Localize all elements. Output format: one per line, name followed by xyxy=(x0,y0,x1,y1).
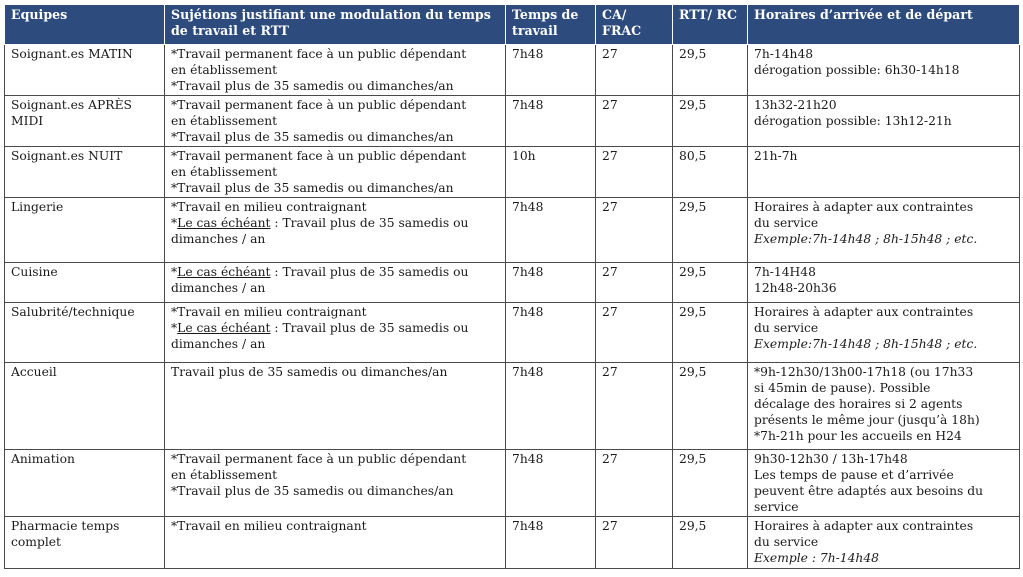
cell-horaires: Horaires à adapter aux contraintes du service Exemple:7h-14h48 ; 8h-15h48 ; etc. xyxy=(748,198,1020,263)
cell-ca: 27 xyxy=(596,363,673,450)
cell-rtt: 29,5 xyxy=(673,96,748,147)
cell-ca: 27 xyxy=(596,198,673,263)
cell-horaires: 9h30-12h30 / 13h-17h48 Les temps de pause et d’arrivée peuvent être adaptés aux besoins du service xyxy=(748,450,1020,517)
cell-temps: 7h48 xyxy=(506,303,596,363)
header-equipes: Equipes xyxy=(5,5,165,45)
cell-horaires: 13h32-21h20 dérogation possible: 13h12-21h xyxy=(748,96,1020,147)
table-row xyxy=(5,450,1020,517)
header-horaires: Horaires d’arrivée et de départ xyxy=(748,5,1020,45)
cell-temps: 7h48 xyxy=(506,198,596,263)
cell-equipe: Lingerie xyxy=(5,198,165,263)
cell-horaires: Horaires à adapter aux contraintes du service Exemple:7h-14h48 ; 8h-15h48 ; etc. xyxy=(748,303,1020,363)
cell-temps: 7h48 xyxy=(506,517,596,569)
cell-equipe: Salubrité/technique xyxy=(5,303,165,363)
cell-temps: 7h48 xyxy=(506,45,596,96)
cell-equipe: Pharmacie temps complet xyxy=(5,517,165,569)
cell-ca: 27 xyxy=(596,450,673,517)
cell-sujetions: *Travail permanent face à un public dépendant en établissement *Travail plus de 35 samedis ou dimanches/an xyxy=(165,450,506,517)
table-row xyxy=(5,517,1020,569)
header-temps: Temps de travail xyxy=(506,5,596,45)
cell-equipe: Cuisine xyxy=(5,263,165,303)
cell-sujetions: *Travail en milieu contraignant *Le cas échéant : Travail plus de 35 samedis ou dimanches / an xyxy=(165,198,506,263)
cell-ca: 27 xyxy=(596,45,673,96)
cell-equipe: Accueil xyxy=(5,363,165,450)
header-ca: CA/ FRAC xyxy=(596,5,673,45)
cell-temps: 10h xyxy=(506,147,596,198)
cell-rtt: 29,5 xyxy=(673,303,748,363)
cell-sujetions: *Travail permanent face à un public dépendant en établissement *Travail plus de 35 samedis ou dimanches/an xyxy=(165,96,506,147)
cell-ca: 27 xyxy=(596,147,673,198)
cell-rtt: 29,5 xyxy=(673,450,748,517)
cell-equipe: Soignant.es NUIT xyxy=(5,147,165,198)
cell-temps: 7h48 xyxy=(506,96,596,147)
cell-temps: 7h48 xyxy=(506,363,596,450)
cell-ca: 27 xyxy=(596,263,673,303)
cell-sujetions: *Travail permanent face à un public dépendant en établissement *Travail plus de 35 samedis ou dimanches/an xyxy=(165,147,506,198)
cell-equipe: Soignant.es MATIN xyxy=(5,45,165,96)
table-row xyxy=(5,45,1020,96)
cell-horaires: 7h-14h48 dérogation possible: 6h30-14h18 xyxy=(748,45,1020,96)
cell-temps: 7h48 xyxy=(506,450,596,517)
table-row xyxy=(5,263,1020,303)
table-row xyxy=(5,363,1020,450)
cell-horaires: Horaires à adapter aux contraintes du service Exemple : 7h-14h48 xyxy=(748,517,1020,569)
cell-ca: 27 xyxy=(596,303,673,363)
header-row xyxy=(5,5,1020,45)
table-row xyxy=(5,147,1020,198)
header-sujetions: Sujétions justifiant une modulation du temps de travail et RTT xyxy=(165,5,506,45)
cell-rtt: 29,5 xyxy=(673,363,748,450)
cell-rtt: 29,5 xyxy=(673,517,748,569)
header-rtt: RTT/ RC xyxy=(673,5,748,45)
cell-equipe: Animation xyxy=(5,450,165,517)
table-row xyxy=(5,96,1020,147)
cell-rtt: 80,5 xyxy=(673,147,748,198)
cell-horaires: 21h-7h xyxy=(748,147,1020,198)
cell-horaires: 7h-14H48 12h48-20h36 xyxy=(748,263,1020,303)
cell-ca: 27 xyxy=(596,517,673,569)
table-row xyxy=(5,303,1020,363)
cell-sujetions: *Travail permanent face à un public dépendant en établissement *Travail plus de 35 samedis ou dimanches/an xyxy=(165,45,506,96)
horaires-table xyxy=(4,4,1020,569)
cell-rtt: 29,5 xyxy=(673,198,748,263)
cell-temps: 7h48 xyxy=(506,263,596,303)
table-row xyxy=(5,198,1020,263)
cell-horaires: *9h-12h30/13h00-17h18 (ou 17h33 si 45min de pause). Possible décalage des horaires si 2 agents présents le même jour (jusqu’à 18h) *7h-21h pour les accueils en H24 xyxy=(748,363,1020,450)
cell-sujetions: Travail plus de 35 samedis ou dimanches/an xyxy=(165,363,506,450)
cell-rtt: 29,5 xyxy=(673,45,748,96)
cell-sujetions: *Le cas échéant : Travail plus de 35 samedis ou dimanches / an xyxy=(165,263,506,303)
cell-ca: 27 xyxy=(596,96,673,147)
cell-sujetions: *Travail en milieu contraignant xyxy=(165,517,506,569)
cell-rtt: 29,5 xyxy=(673,263,748,303)
cell-equipe: Soignant.es APRÈS MIDI xyxy=(5,96,165,147)
cell-sujetions: *Travail en milieu contraignant *Le cas échéant : Travail plus de 35 samedis ou dimanches / an xyxy=(165,303,506,363)
